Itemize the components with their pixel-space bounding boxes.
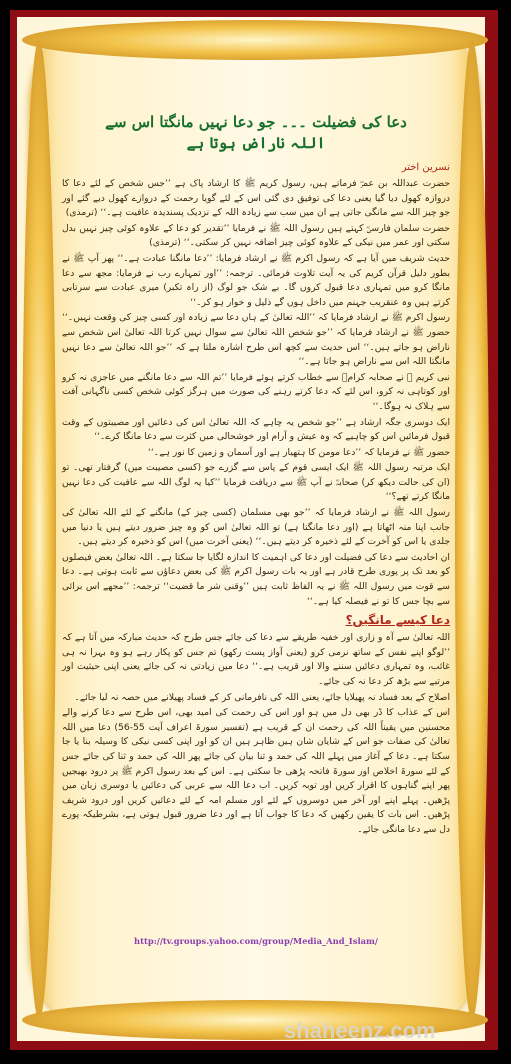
paragraph: اس کے عذاب کا ڈر بھی دل میں ہو اور اس کی رحمت کی امید بھی، اس طرح سے دعا کرنے والے محسنین میں یقیناً اللہ کی رحمت ان کے قریب ہے (تفسیر سورۃ اعراف آیت 55-56) دعا میں اللہ تعالیٰ کی صفات جو اس کے شایان شان ہیں ظاہر ہیں ان کو اور اپنی کسی نیکی کا وسیلہ بنا یا جا سکتا ہے۔ دعا کے آغاز میں پہلے اللہ کی حمد و ثنا بیان کی جائے پھر اللہ کی حمد و ثنا کی جائے جس کے لئے سورۃ اخلاص اور سورۃ فاتحہ پڑھی جا سکتی ہے۔ اس کے بعد رسول اکرم ﷺ پر درود بھیجیں پھر اپنے گناہوں کا اقرار کریں اور توبہ کریں۔ اب دعا اللہ سے عربی کی دعائیں یا دوسری زبان میں پڑھیں۔ پہلے اپنے اور آخر میں دوسروں کے لئے اور مسلم امہ کے لئے دعائیں کریں اور درود شریف پڑھیں۔ اس بات کا یقین رکھیں کہ دعا کا جواب آتا ہے اور دعا ضرور قبول ہوتی ہے، بشرطیکہ پورے دل سے دعا مانگی جائے۔	[62, 707, 450, 835]
title-line-1: دعا کی فضیلت ۔۔۔ جو دعا نہیں مانگتا اس سے	[105, 113, 407, 131]
paragraph: ایک مرتبہ رسول اللہ ﷺ ایک ایسی قوم کے پاس سے گزرے جو (کسی مصیبت میں) گرفتار تھی۔ تو (ان کی حالت دیکھ کر) صحابہؓ نے آپ ﷺ سے دریافت فرمایا ’’کیا یہ لوگ اللہ سے عافیت کی دعا نہیں مانگا کرتے تھے؟‘‘	[62, 462, 450, 503]
paragraph: اللہ تعالیٰ سے آہ و زاری اور خفیہ طریقے سے دعا کی جائے جس طرح کہ حدیث مبارکہ میں آتا ہے کہ ’’لوگو اپنے نفس کے ساتھ نرمی کرو (یعنی آواز پست رکھو) تم جس کو پکار رہے ہو وہ بہرا نہ ہی غائب، وہ تمہاری دعائیں سننے والا اور قریب ہے۔‘‘ دعا میں زیادتی نہ کی جائے یعنی اپنی حیثیت اور مرتبے سے بڑھ کر دعا نہ کی جائے۔	[62, 632, 450, 687]
paragraph: حدیث شریف میں آیا ہے کہ رسول اکرم ﷺ نے ارشاد فرمایا: ’’دعا مانگنا عبادت ہے۔‘‘ پھر آپ ﷺ نے بطور دلیل قرآن کریم کی یہ آیت تلاوت فرمائی۔ ترجمہ: ’’اور تمہارے رب نے فرمایا: مجھ سے دعا مانگا کرو میں تمہاری دعا قبول کروں گا۔ بے شک جو لوگ (از راہ تکبر) میری عبادت سے سرتابی کرتے ہیں وہ عنقریب جہنم میں داخل ہوں گے ذلیل و خوار ہو کر۔‘‘	[62, 252, 450, 308]
paragraph: حضرت عبداللہ بن عمرؓ فرماتے ہیں، رسول کریم ﷺ کا ارشاد پاک ہے ’’جس شخص کے لئے دعا کا دروازہ کھول دیا گیا یعنی دعا کی توفیق دی گئی اس کے لئے گویا رحمت کے دروازے کھول دیے گئے اور جو چیز اللہ سے مانگی جاتی ہے ان میں سب سے زیادہ اللہ کے نزدیک پسندیدہ عافیت ہے۔‘‘ (ترمذی)	[62, 178, 450, 219]
author-name: نسرین اختر	[401, 162, 450, 173]
scroll-left-rod	[22, 40, 56, 1020]
paragraph: نبی کریم ﷺ نے صحابہ کرامؓ سے خطاب کرتے ہوئے فرمایا ’’تم اللہ سے دعا مانگنے میں عاجزی نہ کرو اور کوتاہی نہ کرو، اس لئے کہ دعا کرتے رہنے کی صورت میں ہرگز کوئی شخص کسی ناگہانی آفت سے ہلاک نہ ہوگا۔‘‘	[62, 371, 450, 412]
paragraph: رسول اللہ ﷺ نے ارشاد فرمایا کہ ’’جو بھی مسلمان (کسی چیز کے) مانگنے کے لئے اللہ تعالیٰ کی جانب اپنا منہ اٹھاتا ہے (اور دعا مانگتا ہے) تو اللہ تعالیٰ اس کو وہ چیز ضرور دیتے ہیں یا دنیا میں جلدی یا اس کو آخرت کے لئے ذخیرہ کر دیتے ہیں۔‘‘ (یعنی آخرت میں) اس کو ذخیرہ کر دیتے ہیں۔	[62, 507, 450, 548]
paragraph: ان احادیث سے دعا کی فضیلت اور دعا کی اہمیت کا اندازہ لگایا جا سکتا ہے۔ اللہ تعالیٰ بعض فیصلوں کو بعد تک پر پوری طرح قادر ہے اور یہ بات رسول اکرم ﷺ کی بعض دعاؤں سے ثابت ہوتی ہے۔ دعا سے قوت میں رسول اللہ ﷺ نے یہ الفاظ ثابت ہیں ’’وقنی شر ما قضیت‘‘ ترجمہ: ’’مجھے اس برائی سے بچا جس کا تو نے فیصلہ کیا ہے۔‘‘	[62, 551, 450, 607]
site-watermark: shaheenz.com	[284, 1018, 436, 1043]
title-line-2: اللہ ناراض ہوتا ہے	[186, 134, 326, 152]
paragraph: رسول اکرم ﷺ نے ارشاد فرمایا کہ ’’اللہ تعالیٰ کے ہاں دعا سے زیادہ اور کسی چیز کی وقعت نہیں۔‘‘ حضور ﷺ نے ارشاد فرمایا کہ ’’جو شخص اللہ تعالیٰ سے سوال نہیں کرتا اللہ تعالیٰ اس شخص سے ناراض ہو جاتے ہیں۔‘‘ اس حدیث سے کچھ اس طرح اشارہ ملتا ہے کہ ’’جو اللہ تعالیٰ سے دعا نہیں مانگتا اللہ اس سے ناراض ہو جاتا ہے۔‘‘	[62, 312, 450, 368]
scroll-right-rod	[455, 40, 489, 1020]
article-content	[62, 78, 450, 958]
paragraph: ایک دوسری جگہ ارشاد ہے ’’جو شخص یہ چاہے کہ اللہ تعالیٰ اس کی دعائیں اور مصیبتوں کے وقت قبول فرمائیں اس کو چاہیے کہ وہ عیش و آرام اور خوشحالی میں کثرت سے دعا مانگا کرے۔‘‘	[62, 416, 450, 443]
paragraph: اصلاح کے بعد فساد نہ پھیلایا جائے، یعنی اللہ کی نافرمانی کر کے فساد پھیلانے میں حصہ نہ لیا جائے۔	[74, 691, 450, 703]
article-title	[62, 112, 450, 154]
paragraph: حضرت سلمان فارسیؓ کہتے ہیں رسول اللہ ﷺ نے فرمایا ’’تقدیر کو دعا کے علاوہ کوئی چیز نہیں بدل سکتی اور عمر میں نیکی کے علاوہ کوئی چیز اضافہ نہیں کر سکتی۔‘‘ (ترمذی)	[62, 222, 450, 249]
paragraph: حضور ﷺ نے فرمایا کہ ’’دعا مومن کا ہتھیار ہے اور آسمان و زمین کا نور ہے۔‘‘	[147, 446, 450, 458]
section-heading: دعا کیسے مانگیں؟	[345, 613, 450, 628]
scroll-top-rod	[22, 20, 488, 60]
source-link[interactable]: http://tv.groups.yahoo.com/group/Media_And_Islam/	[134, 936, 378, 946]
